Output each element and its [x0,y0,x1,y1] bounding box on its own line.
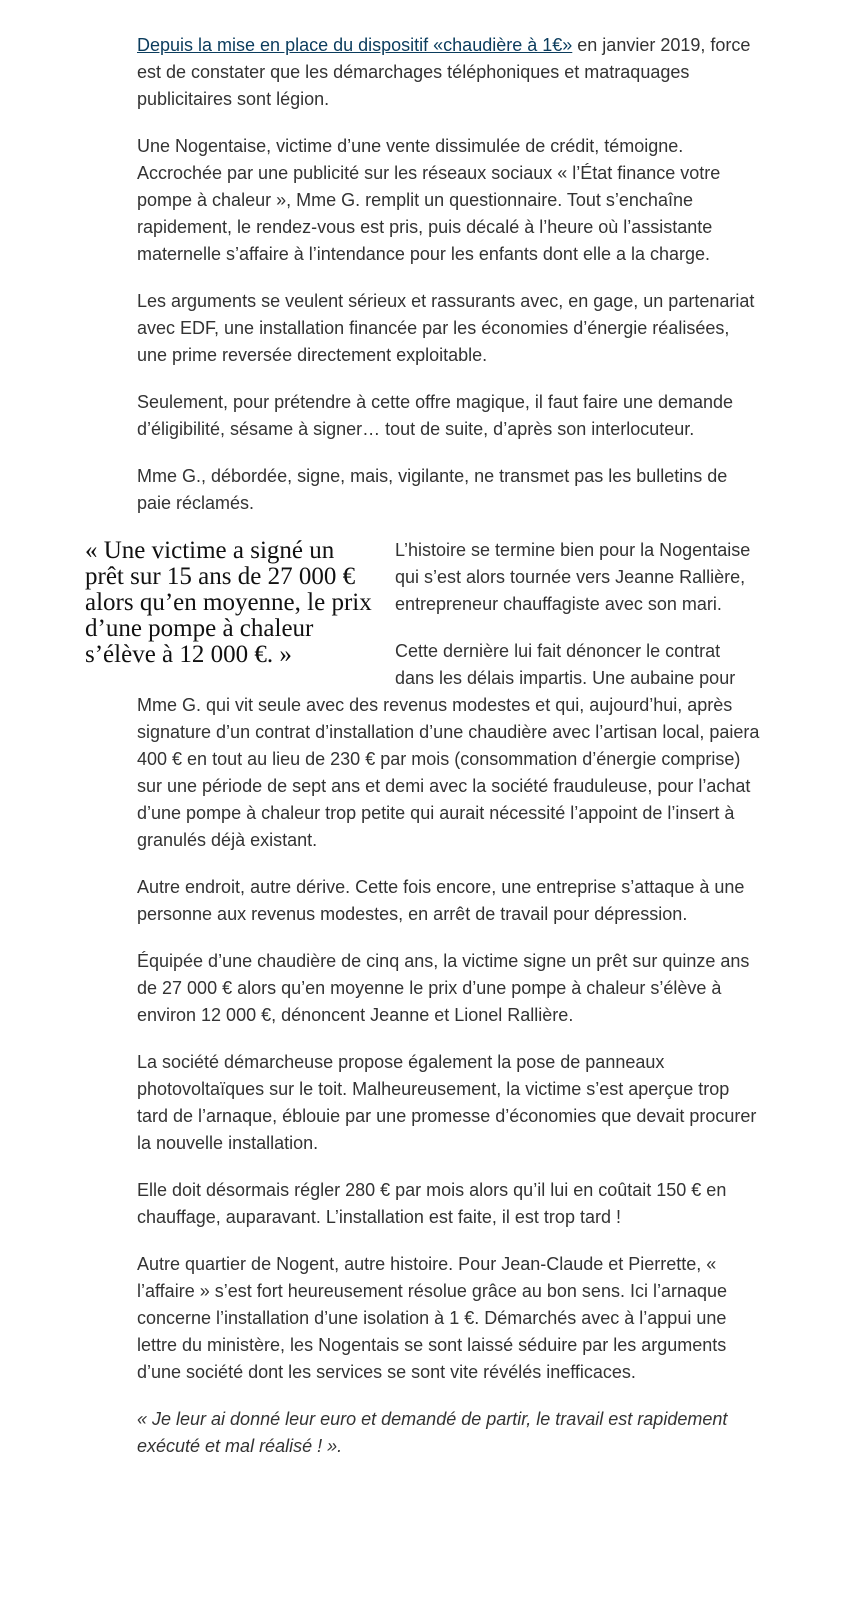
paragraph-11: Elle doit désormais régler 280 € par mois alors qu’il lui en coûtait 150 € en chauffage, auparavant. L’installation est faite, il est trop tard ! [137,1180,727,1227]
paragraph-5: Mme G., débordée, signe, mais, vigilante, ne transmet pas les bulletins de paie réclamés. [137,466,728,513]
paragraph-9: Équipée d’une chaudière de cinq ans, la victime signe un prêt sur quinze ans de 27 000 € alors qu’en moyenne le prix d’une pompe à chaleur s’élève à environ 12 000 €, dénoncent Jeanne et Lionel Rallière. [137,951,750,1025]
paragraph-3: Les arguments se veulent sérieux et rassurants avec, en gage, un partenariat avec EDF, une installation financée par les économies d’énergie réalisées, une prime reversée directement exploitable. [137,291,755,365]
paragraph-8: Autre endroit, autre dérive. Cette fois encore, une entreprise s’attaque à une personne aux revenus modestes, en arrêt de travail pour dépression. [137,877,745,924]
paragraph-2: Une Nogentaise, victime d’une vente dissimulée de crédit, témoigne. Accrochée par une publicité sur les réseaux sociaux « l’État finance votre pompe à chaleur », Mme G. remplit un questionnaire. Tout s’enchaîne rapidement, le rendez-vous est pris, puis décalé à l’heure où l’assistante maternelle s’affaire à l’intendance pour les enfants dont elle a la charge. [137,136,721,264]
closing-quote: « Je leur ai donné leur euro et demandé de partir, le travail est rapidement exécuté et mal réalisé ! ». [137,1409,728,1456]
pull-quote: « Une victime a signé un prêt sur 15 ans de 27 000 € alors qu’en moyenne, le prix d’une pompe à chaleur s’élève à 12 000 €. » [85,537,372,668]
paragraph-7: Cette dernière lui fait dénoncer le contrat dans les délais impartis. Une aubaine pour Mme G. qui vit seule avec des revenus modestes et qui, aujourd’hui, après signature d’un contrat d’installation d’une chaudière avec l’artisan local, paiera 400 € en tout au lieu de 230 € par mois (consommation d’énergie comprise) sur une période de sept ans et demi avec la société frauduleuse, pour l’achat d’une pompe à chaleur trop petite qui aurait nécessité l’appoint de l’insert à granulés déjà existant. [137,641,760,850]
paragraph-4: Seulement, pour prétendre à cette offre magique, il faut faire une demande d’éligibilité, sésame à signer… tout de suite, d’après son interlocuteur. [137,392,734,439]
paragraph-10: La société démarcheuse propose également la pose de panneaux photovoltaïques sur le toit. Malheureusement, la victime s’est aperçue trop tard de l’arnaque, éblouie par une promesse d’économies que devait procurer la nouvelle installation. [137,1052,757,1153]
paragraph-1-text: en janvier 2019, force est de constater que les démarchages téléphoniques et matraquages publicitaires sont légion. [137,35,751,109]
paragraph-1 [137,32,762,113]
article-body [85,32,762,1480]
dispositif-chaudiere-link[interactable]: Depuis la mise en place du dispositif «chaudière à 1€» [137,35,573,55]
paragraph-6: L’histoire se termine bien pour la Nogentaise qui s’est alors tournée vers Jeanne Rallière, entrepreneur chauffagiste avec son mari. [395,540,751,614]
paragraph-12: Autre quartier de Nogent, autre histoire. Pour Jean-Claude et Pierrette, « l’affaire » s’est fort heureusement résolue grâce au bon sens. Ici l’arnaque concerne l’installation d’une isolation à 1 €. Démarchés avec à l’appui une lettre du ministère, les Nogentais se sont laissé séduire par les arguments d’une société dont les services se sont vite révélés inefficaces. [137,1254,728,1382]
